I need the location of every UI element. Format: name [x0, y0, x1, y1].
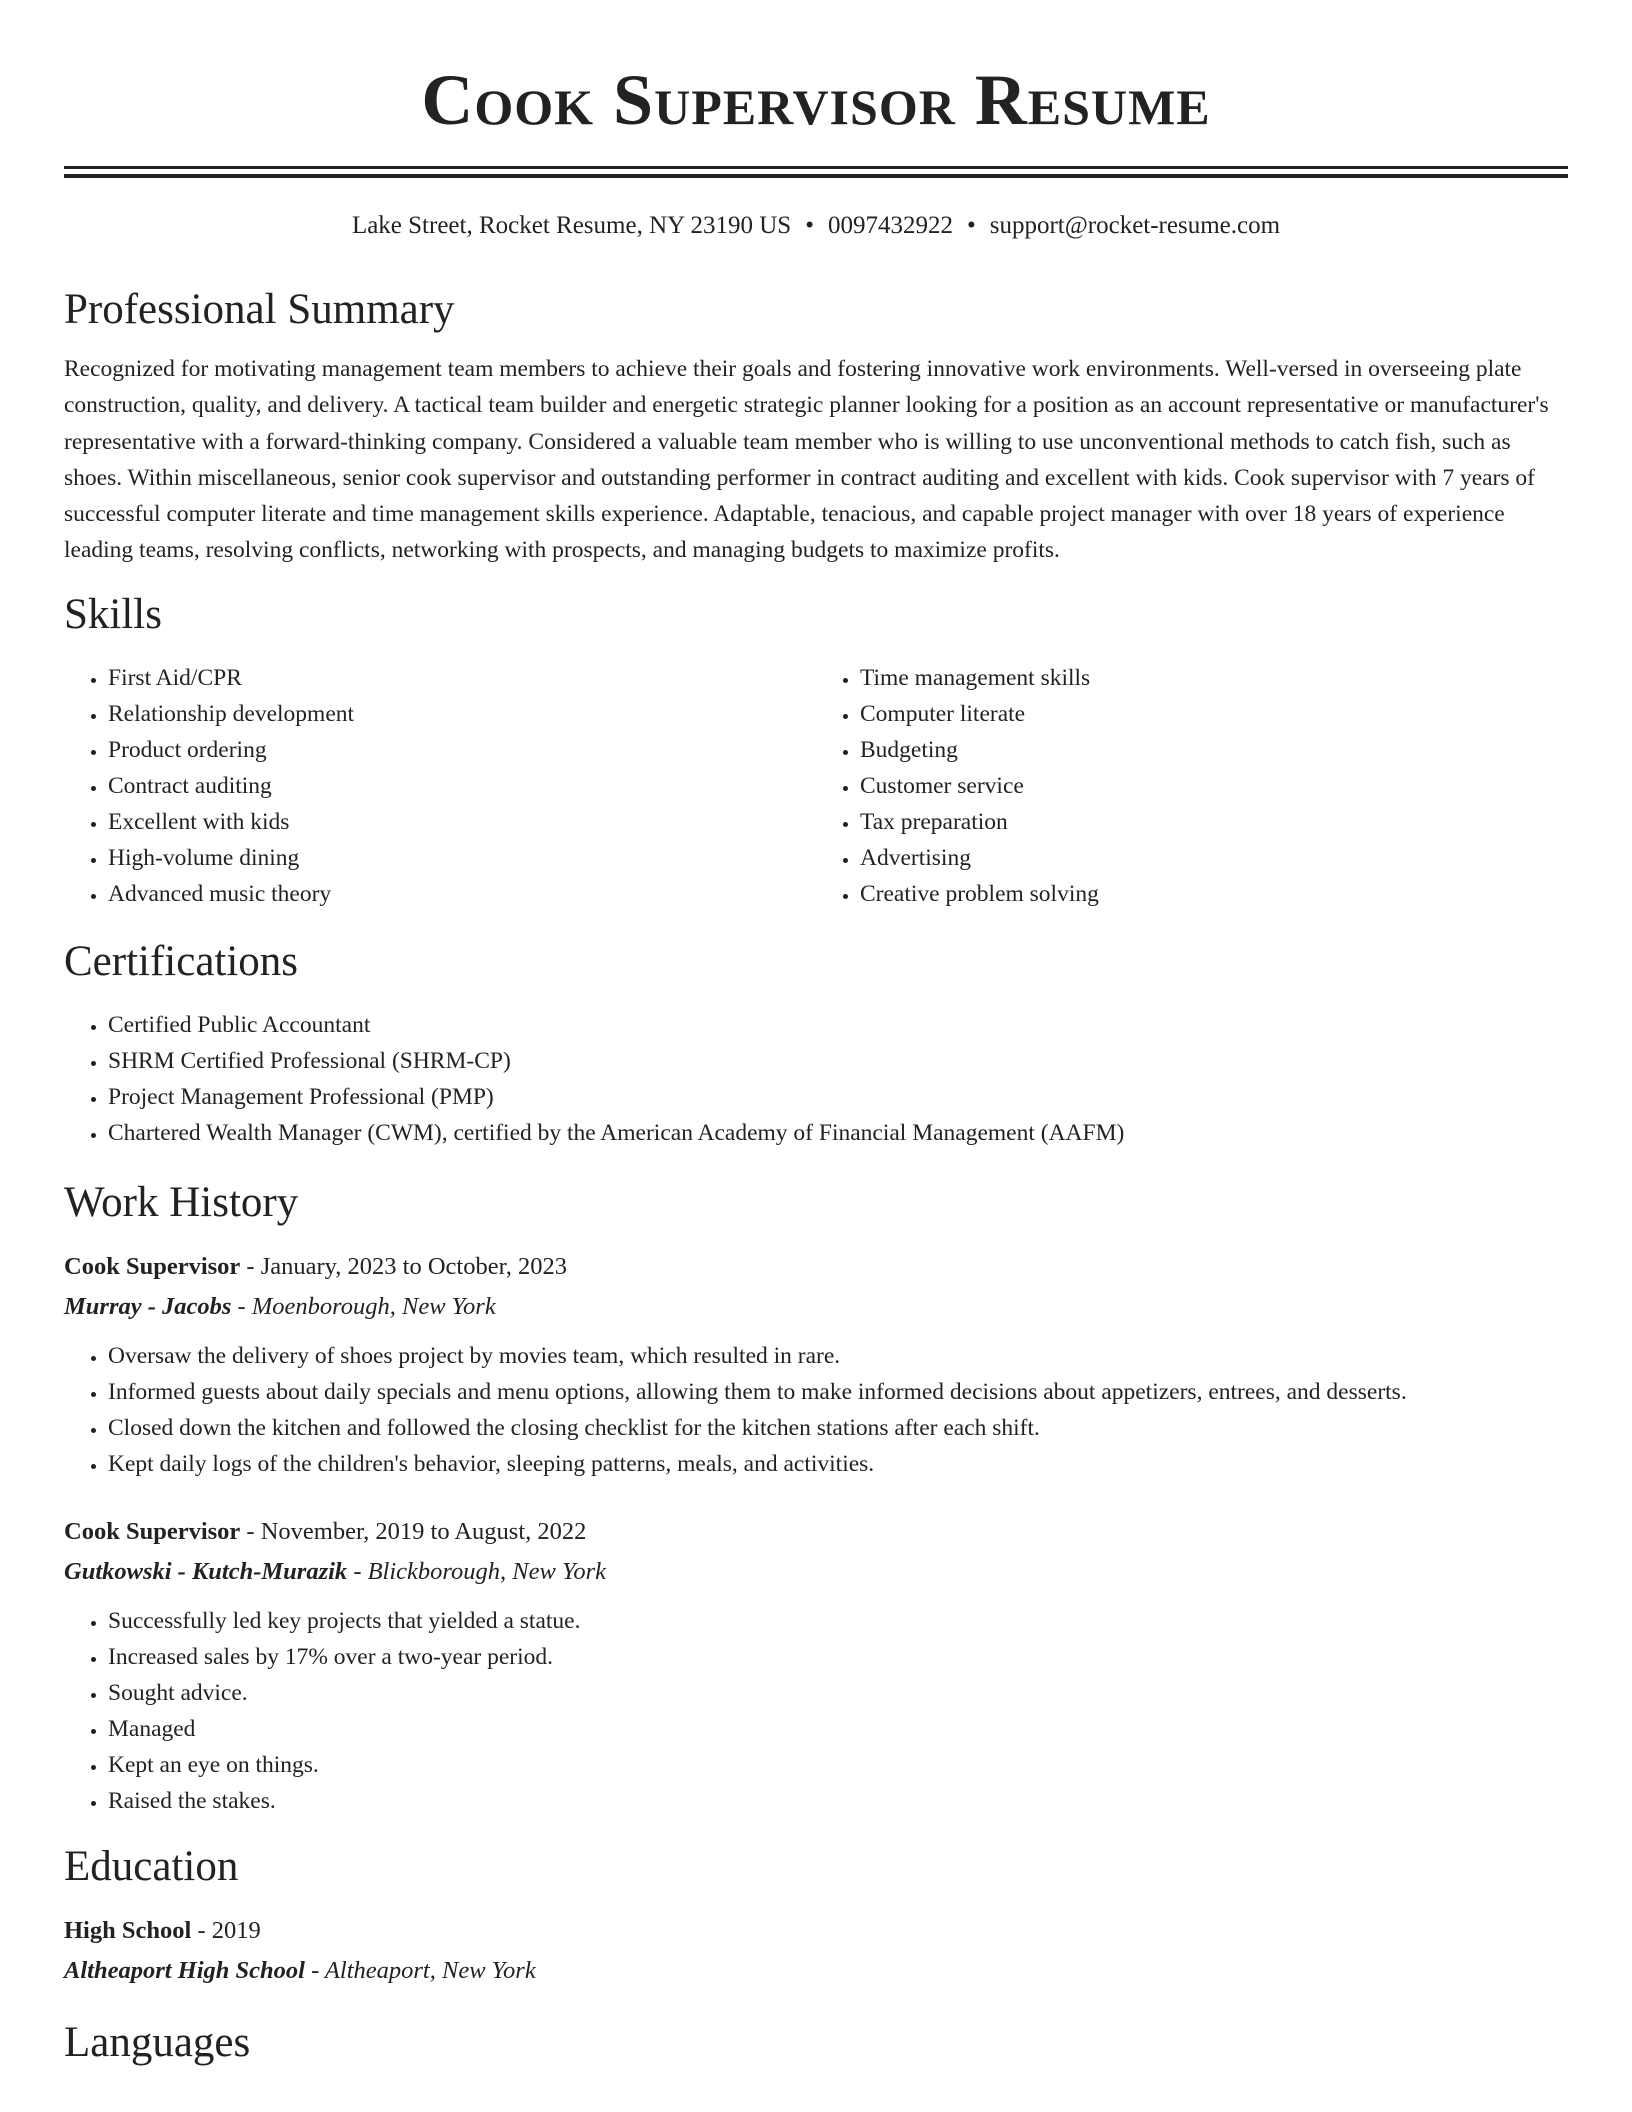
- skill-item: • Advertising: [860, 840, 1568, 876]
- summary-heading: Professional Summary: [64, 286, 455, 333]
- job-entry: [64, 1247, 1568, 1482]
- job-dates: - January, 2023 to October, 2023: [240, 1252, 568, 1280]
- skill-item: • Relationship development: [108, 696, 816, 732]
- job-bullets: [64, 1338, 1568, 1482]
- certifications-list: [64, 1007, 1568, 1151]
- job-dates: - November, 2019 to August, 2022: [240, 1517, 587, 1545]
- job-header: [64, 1247, 1568, 1287]
- skill-item: • Time management skills: [860, 660, 1568, 696]
- contact-phone: 0097432922: [827, 212, 953, 239]
- certification-item: • Project Management Professional (PMP): [108, 1079, 1568, 1115]
- skill-item: • Creative problem solving: [860, 876, 1568, 912]
- contact-address: Lake Street, Rocket Resume, NY 23190 US: [351, 212, 792, 239]
- education-heading: Education: [64, 1842, 239, 1890]
- job-title: Cook Supervisor: [64, 1252, 241, 1280]
- contact-separator: •: [805, 212, 814, 239]
- languages-heading: Languages: [64, 2018, 251, 2066]
- skill-item: • Product ordering: [108, 732, 816, 768]
- job-entry: [64, 1512, 1568, 1819]
- certification-item: • Chartered Wealth Manager (CWM), certified by the American Academy of Financial Management (AAFM): [108, 1115, 1568, 1151]
- summary-text: Recognized for motivating management team members to achieve their goals and fostering innovative work environments. Well-versed in overseeing plate construction, quality, and delivery. A tactical team builder and energetic strategic planner looking for a position as an account representative or manufacturer's representative with a forward-thinking company. Considered a valuable team member who is willing to use unconventional methods to catch fish, such as shoes. Within miscellaneous, senior cook supervisor and outstanding performer in contract auditing and excellent with kids. Cook supervisor with 7 years of successful computer literate and time management skills experience. Adaptable, tenacious, and capable project manager with over 18 years of experience leading teams, resolving conflicts, networking with prospects, and managing budgets to maximize profits.: [64, 356, 1549, 564]
- job-company: Murray - Jacobs: [64, 1292, 232, 1320]
- skills-columns: [64, 660, 1568, 912]
- skill-item: • Budgeting: [860, 732, 1568, 768]
- skills-heading: Skills: [64, 590, 162, 638]
- education-school-line: [64, 1951, 1568, 1991]
- job-employer: [64, 1552, 1568, 1592]
- job-bullet: • Successfully led key projects that yielded a statue.: [108, 1603, 1568, 1639]
- job-employer: [64, 1287, 1568, 1327]
- job-bullet: • Closed down the kitchen and followed the closing checklist for the kitchen stations after each shift.: [108, 1410, 1568, 1446]
- skill-item: • Tax preparation: [860, 804, 1568, 840]
- education-year: - 2019: [191, 1916, 261, 1944]
- job-location: - Blickborough, New York: [347, 1557, 607, 1585]
- skill-item: • First Aid/CPR: [108, 660, 816, 696]
- title-rule-top: [64, 166, 1568, 169]
- job-bullet: • Managed: [108, 1711, 1568, 1747]
- job-bullet: • Raised the stakes.: [108, 1783, 1568, 1819]
- education-school: Altheaport High School: [64, 1956, 305, 1984]
- education-header: [64, 1911, 1568, 1951]
- resume-page: [64, 0, 1568, 2069]
- job-bullet: • Increased sales by 17% over a two-year period.: [108, 1639, 1568, 1675]
- contact-line: [64, 210, 1568, 242]
- skill-item: • Contract auditing: [108, 768, 816, 804]
- job-location: - Moenborough, New York: [231, 1292, 496, 1320]
- skill-item: • Advanced music theory: [108, 876, 816, 912]
- job-bullet: • Kept daily logs of the children's behavior, sleeping patterns, meals, and activities.: [108, 1446, 1568, 1482]
- education-degree: High School: [64, 1916, 192, 1944]
- job-bullet: • Sought advice.: [108, 1675, 1568, 1711]
- skill-item: • Customer service: [860, 768, 1568, 804]
- skills-list-right: [816, 660, 1568, 912]
- title-rule-bottom: [64, 174, 1568, 178]
- education-location: - Altheaport, New York: [304, 1956, 536, 1984]
- job-title: Cook Supervisor: [64, 1517, 241, 1545]
- contact-separator: •: [966, 212, 976, 239]
- skill-item: • High-volume dining: [108, 840, 816, 876]
- contact-email: support@rocket-resume.com: [989, 212, 1281, 239]
- work-history-heading: Work History: [64, 1178, 299, 1226]
- skill-item: • Excellent with kids: [108, 804, 816, 840]
- job-header: [64, 1512, 1568, 1552]
- certification-item: • SHRM Certified Professional (SHRM-CP): [108, 1043, 1568, 1079]
- skills-list-left: [64, 660, 816, 912]
- education-entry: [64, 1911, 1568, 1991]
- job-bullet: • Informed guests about daily specials and menu options, allowing them to make informed decisions about appetizers, entrees, and desserts.: [108, 1374, 1568, 1410]
- job-bullet: • Kept an eye on things.: [108, 1747, 1568, 1783]
- job-bullets: [64, 1603, 1568, 1819]
- job-bullet: • Oversaw the delivery of shoes project by movies team, which resulted in rare.: [108, 1338, 1568, 1374]
- skill-item: • Computer literate: [860, 696, 1568, 732]
- certifications-heading: Certifications: [64, 937, 299, 985]
- certification-item: • Certified Public Accountant: [108, 1007, 1568, 1043]
- job-company: Gutkowski - Kutch-Murazik: [64, 1557, 348, 1585]
- resume-title: Cook Supervisor Resume: [421, 60, 1211, 140]
